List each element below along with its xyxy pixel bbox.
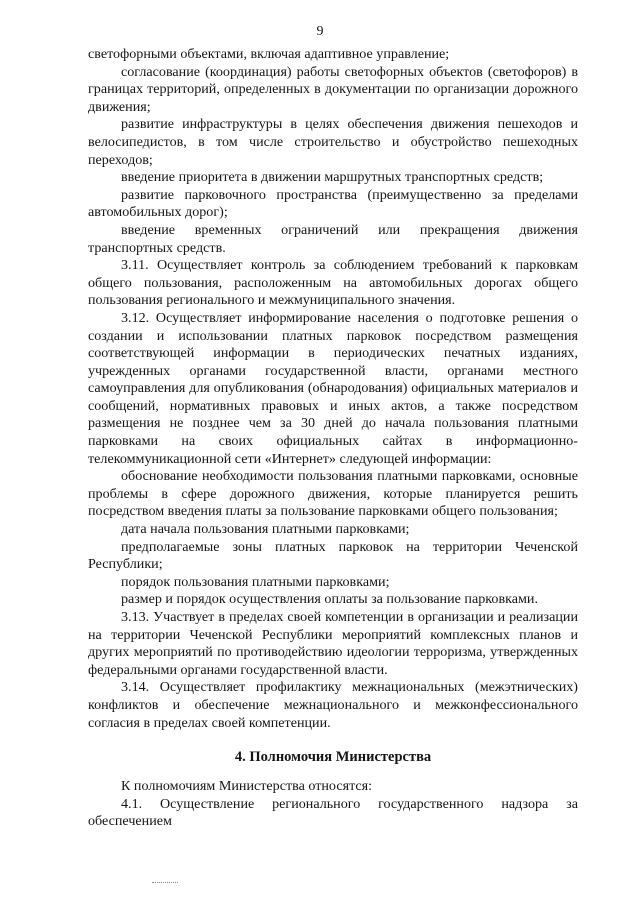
paragraph: согласование (координация) работы светофорных объектов (светофоров) в границах территорий, определенных в документации по организации дорожного движения; bbox=[88, 63, 578, 115]
paragraph: К полномочиям Министерства относятся: bbox=[121, 778, 373, 795]
paragraph: развитие парковочного пространства (преимущественно за пределами автомобильных дорог); bbox=[88, 186, 578, 221]
paragraph: 3.12. Осуществляет информирование населения о подготовке решения о создании и использовании платных парковок посредством размещения соответствующей информации в периодических печатных изданиях, учрежденных органами государственной власти, органами местного самоуправления для опубликования (обнародования) официальных материалов и сообщений, нормативных правовых и иных актов, а также посредством размещения не позднее чем за 30 дней до начала пользования платными парковками на своих официальных сайтах в информационно-телекоммуникационной сети «Интернет» следующей информации: bbox=[88, 309, 578, 467]
footer-mark bbox=[152, 882, 178, 884]
document-body bbox=[88, 46, 578, 831]
paragraphs-block-bottom bbox=[88, 778, 578, 831]
section-heading: 4. Полномочия Министерства bbox=[234, 749, 432, 766]
paragraph: порядок пользования платными парковками; bbox=[121, 573, 390, 590]
paragraph: введение временных ограничений или прекращения движения транспортных средств. bbox=[88, 221, 578, 256]
page-number: 9 bbox=[316, 24, 324, 39]
paragraphs-block-top bbox=[88, 46, 578, 732]
paragraph: развитие инфраструктуры в целях обеспечения движения пешеходов и велосипедистов, в том числе строительство и обустройство пешеходных переходов; bbox=[88, 116, 578, 168]
paragraph: дата начала пользования платными парковками; bbox=[121, 521, 410, 538]
paragraph: 3.13. Участвует в пределах своей компетенции в организации и реализации на территории Чеченской Республики мероприятий комплексных планов и других мероприятий по противодействию идеологии терроризма, утвержденных федеральными органами государственной власти. bbox=[88, 609, 578, 678]
paragraph: светофорными объектами, включая адаптивное управление; bbox=[88, 46, 450, 62]
paragraph: 4.1. Осуществление регионального государственного надзора за обеспечением bbox=[88, 795, 578, 830]
paragraph: введение приоритета в движении маршрутных транспортных средств; bbox=[121, 169, 544, 186]
paragraph: обоснование необходимости пользования платными парковками, основные проблемы в сфере дорожного движения, которые планируется решить посредством введения платы за пользование парковками общего пользования; bbox=[88, 468, 578, 520]
paragraph: размер и порядок осуществления оплаты за пользование парковками. bbox=[121, 591, 538, 608]
paragraph: 3.14. Осуществляет профилактику межнациональных (межэтнических) конфликтов и обеспечение межнационального и межконфессионального согласия в пределах своей компетенции. bbox=[88, 679, 578, 731]
paragraph: предполагаемые зоны платных парковок на территории Чеченской Республики; bbox=[88, 538, 578, 573]
paragraph: 3.11. Осуществляет контроль за соблюдением требований к парковкам общего пользования, расположенным на автомобильных дорогах общего пользования регионального и межмуниципального значения. bbox=[88, 257, 578, 309]
